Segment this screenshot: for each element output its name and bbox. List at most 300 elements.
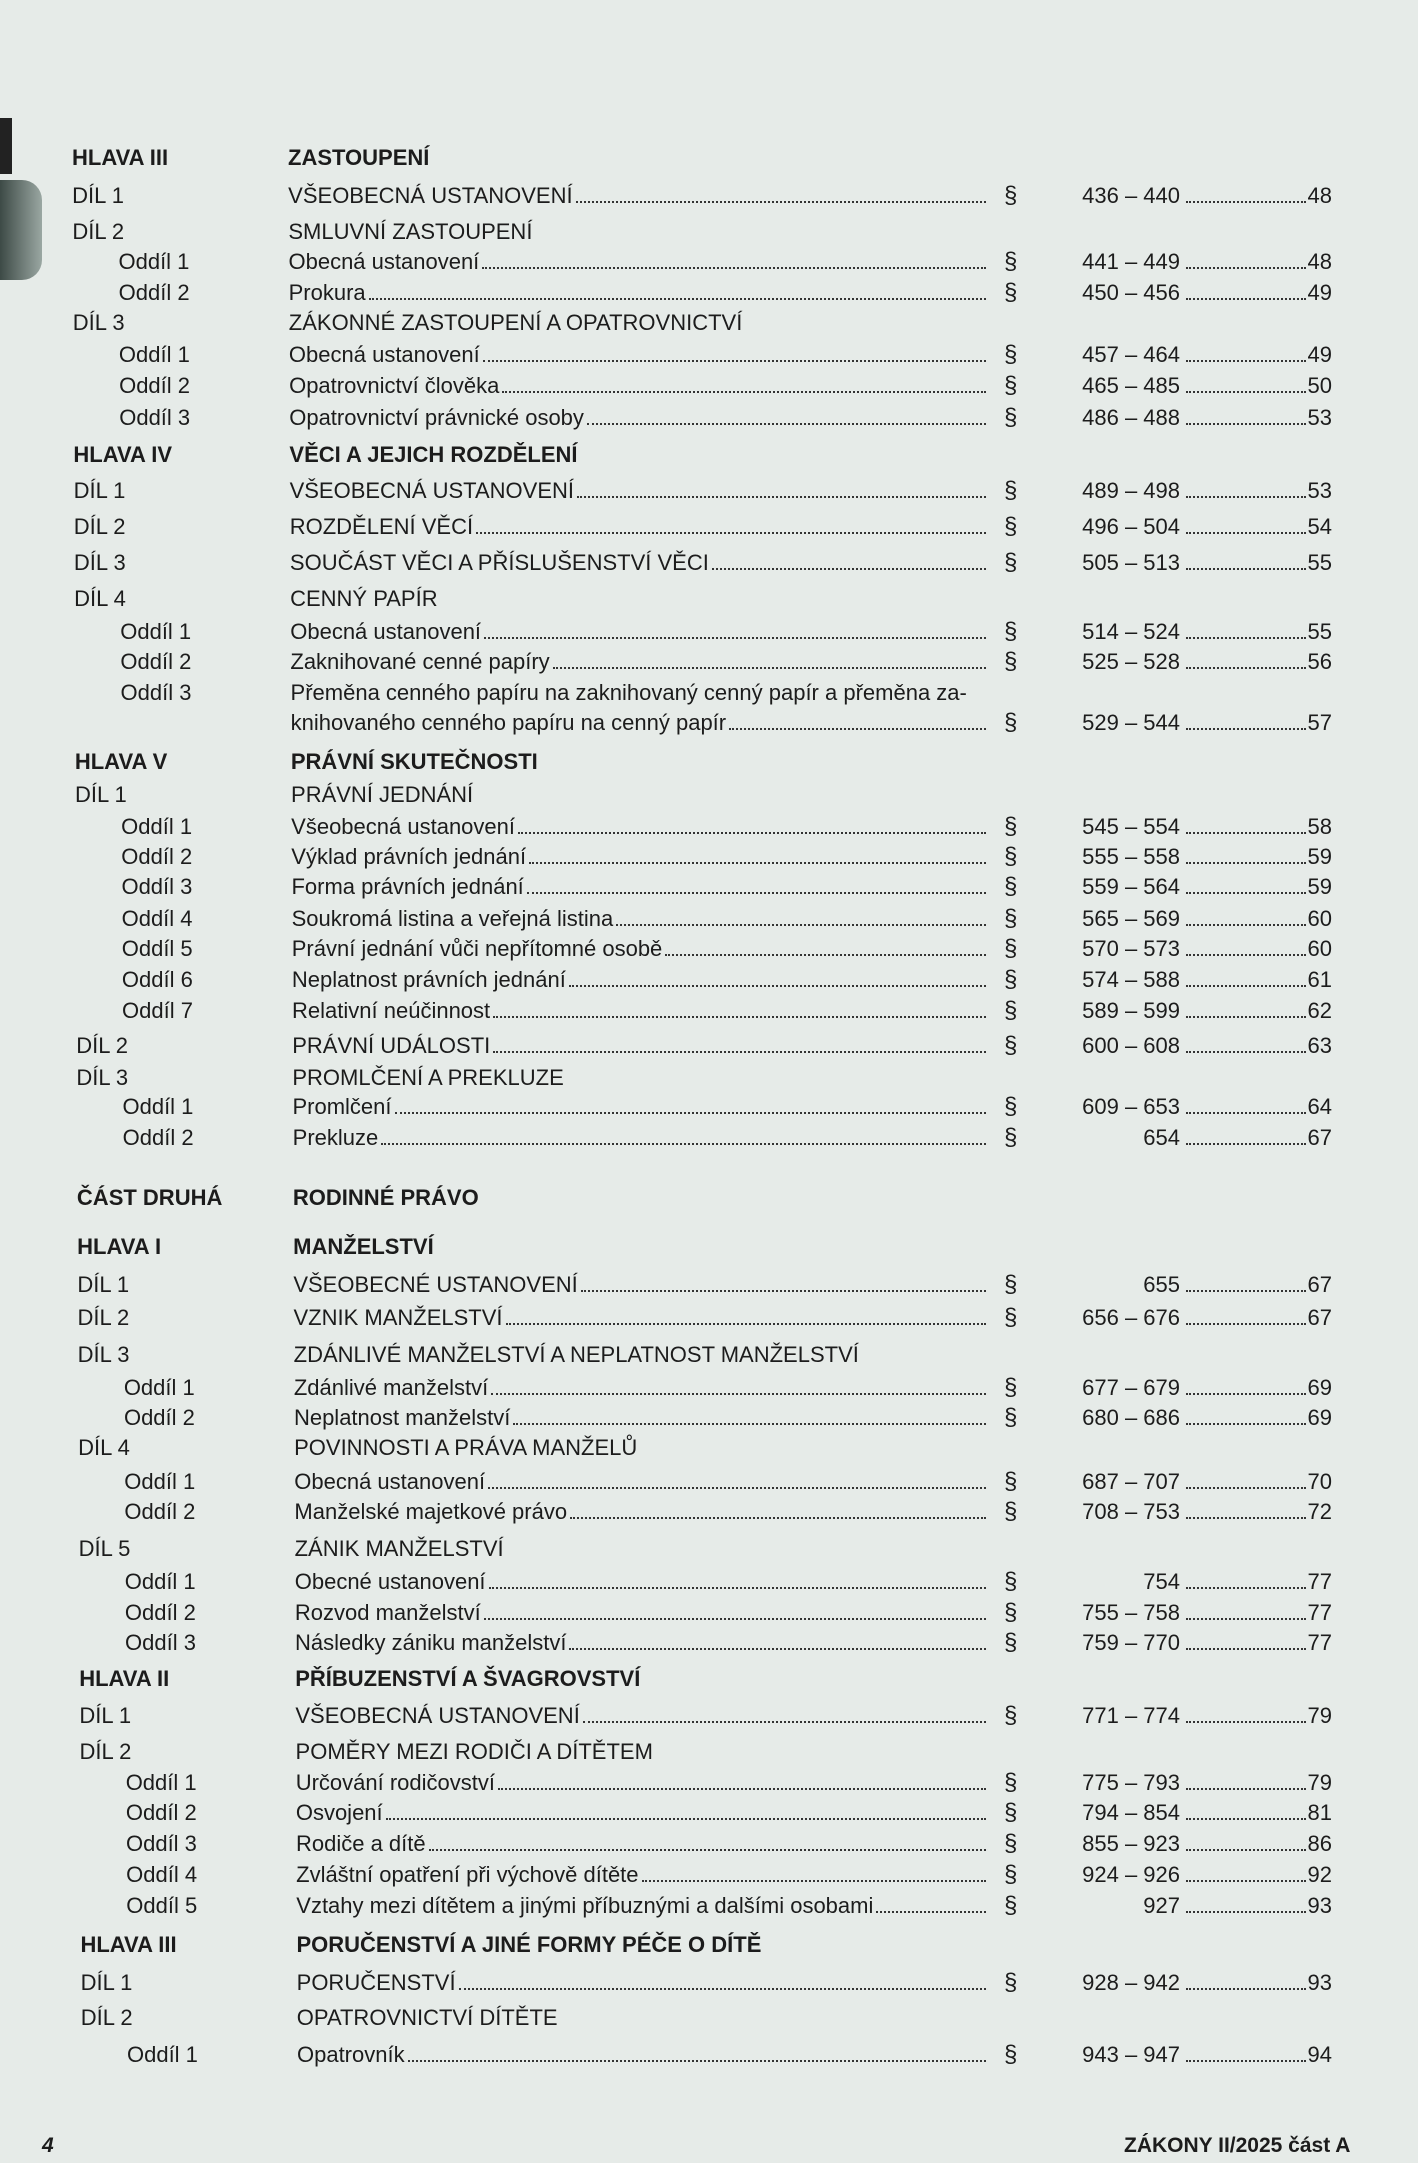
toc-title-text: Zaknihované cenné papíry	[290, 649, 550, 674]
toc-title	[295, 1627, 990, 1659]
page-ref	[1186, 2039, 1332, 2071]
page-number-ref: 62	[1307, 998, 1332, 1023]
toc-title: ZÁNIK MANŽELSTVÍ	[294, 1536, 504, 1561]
toc-row	[0, 1030, 1418, 1062]
page-ref	[1186, 707, 1332, 739]
page-number-ref: 77	[1307, 1630, 1332, 1655]
page-number-ref: 63	[1307, 1033, 1332, 1058]
paragraph-range: 654	[1143, 1125, 1180, 1150]
page-number-ref: 67	[1307, 1272, 1332, 1297]
dot-leader	[529, 862, 986, 864]
toc-title	[296, 1797, 990, 1829]
section-sign: §	[1004, 843, 1018, 870]
dot-leader	[1186, 391, 1306, 393]
paragraph-range: 465 – 485	[1082, 373, 1180, 398]
page-number-ref: 81	[1307, 1800, 1332, 1825]
page-number-ref: 69	[1307, 1405, 1332, 1430]
dot-leader	[1186, 985, 1306, 987]
page-ref	[1186, 370, 1332, 402]
toc-title	[295, 1597, 990, 1629]
toc-title	[291, 871, 990, 903]
paragraph-range: 441 – 449	[1082, 249, 1180, 274]
toc-label: Oddíl 5	[126, 1893, 198, 1918]
toc-row	[0, 1597, 1418, 1629]
toc-label: Oddíl 3	[119, 405, 191, 430]
dot-leader	[1186, 568, 1306, 570]
toc-title	[289, 339, 990, 371]
toc-label: Oddíl 3	[120, 680, 192, 705]
toc-title-text: Forma právních jednání	[291, 874, 524, 899]
paragraph-range: 505 – 513	[1082, 550, 1180, 575]
toc-title: POVINNOSTI A PRÁVA MANŽELŮ	[294, 1435, 638, 1460]
dot-leader	[1186, 1880, 1306, 1882]
dot-leader	[1186, 1143, 1306, 1145]
page-number-ref: 57	[1307, 710, 1332, 735]
toc-title-text: Obecná ustanovení	[288, 249, 480, 274]
toc-title-text: Obecná ustanovení	[288, 342, 480, 367]
section-sign: §	[1004, 813, 1018, 840]
toc-row	[0, 2039, 1418, 2071]
toc-row	[0, 871, 1418, 903]
toc-label: DÍL 5	[78, 1536, 131, 1561]
toc-label: Oddíl 7	[122, 998, 193, 1023]
dot-leader	[729, 728, 986, 730]
page-number-ref: 92	[1307, 1862, 1332, 1887]
dot-leader	[1186, 1517, 1306, 1519]
toc-title-text: VŠEOBECNÁ USTANOVENÍ	[288, 183, 573, 208]
toc-row	[0, 746, 1418, 778]
section-sign: §	[1004, 1830, 1018, 1857]
toc-label: Oddíl 3	[125, 1831, 197, 1856]
toc-label: HLAVA III	[72, 145, 169, 170]
toc-title	[292, 1030, 990, 1062]
toc-title-text: Neplatnost manželství	[293, 1405, 511, 1430]
section-sign: §	[1004, 513, 1018, 540]
toc-row	[0, 1402, 1418, 1434]
paragraph-range: 450 – 456	[1082, 280, 1180, 305]
toc-title: SMLUVNÍ ZASTOUPENÍ	[288, 219, 533, 244]
dot-leader	[570, 1517, 986, 1519]
toc-label: Oddíl 1	[118, 249, 190, 274]
toc-label: Oddíl 4	[126, 1862, 198, 1887]
toc-title-text: Prekluze	[292, 1125, 379, 1150]
toc-title	[288, 246, 990, 278]
dot-leader	[429, 1849, 986, 1851]
paragraph-range: 759 – 770	[1082, 1630, 1180, 1655]
section-sign: §	[1004, 279, 1018, 306]
section-sign: §	[1004, 1702, 1018, 1729]
toc-label: DÍL 1	[77, 1272, 130, 1297]
page-ref	[1186, 1122, 1332, 1154]
toc-row	[0, 216, 1418, 248]
toc-title-text: PRÁVNÍ UDÁLOSTI	[292, 1033, 491, 1058]
section-sign: §	[1004, 2041, 1018, 2068]
page-ref	[1186, 1030, 1332, 1062]
dot-leader	[488, 1487, 986, 1489]
toc-title	[290, 616, 990, 648]
dot-leader	[476, 532, 986, 534]
toc-title-text: Neplatnost právních jednání	[291, 967, 566, 992]
toc-title-text: VZNIK MANŽELSTVÍ	[293, 1305, 503, 1330]
page-ref	[1186, 1466, 1332, 1498]
toc-row	[0, 1496, 1418, 1528]
dot-leader	[1186, 1988, 1306, 1990]
toc-title	[291, 841, 990, 873]
page-ref	[1186, 646, 1332, 678]
toc-title	[290, 475, 990, 507]
paragraph-range: 529 – 544	[1082, 710, 1180, 735]
toc-title-text: VŠEOBECNÉ USTANOVENÍ	[293, 1272, 578, 1297]
toc-row	[0, 779, 1418, 811]
toc-row	[0, 646, 1418, 678]
section-sign: §	[1004, 997, 1018, 1024]
toc-label: DÍL 3	[77, 1342, 130, 1367]
dot-leader	[369, 298, 986, 300]
toc-row	[0, 1091, 1418, 1123]
toc-title-text: Obecná ustanovení	[290, 619, 482, 644]
dot-leader	[513, 1423, 986, 1425]
page-ref	[1186, 511, 1332, 543]
toc-title: POMĚRY MEZI RODIČI A DÍTĚTEM	[295, 1739, 653, 1764]
dot-leader	[1186, 1721, 1306, 1723]
toc-title: CENNÝ PAPÍR	[290, 586, 438, 611]
section-sign: §	[1004, 1032, 1018, 1059]
section-sign: §	[1004, 1969, 1018, 1996]
toc-title	[295, 1566, 990, 1598]
paragraph-range: 755 – 758	[1082, 1600, 1180, 1625]
page-ref	[1186, 995, 1332, 1027]
dot-leader	[1186, 667, 1306, 669]
toc-title	[290, 547, 990, 579]
toc-row	[0, 142, 1418, 174]
paragraph-range: 457 – 464	[1082, 342, 1180, 367]
page-number-ref: 60	[1307, 906, 1332, 931]
paragraph-range: 677 – 679	[1082, 1375, 1180, 1400]
toc-row	[0, 439, 1418, 471]
paragraph-range: 525 – 528	[1082, 649, 1180, 674]
paragraph-range: 486 – 488	[1082, 405, 1180, 430]
toc-title-text: Vztahy mezi dítětem a jinými příbuznými a dalšími osobami	[296, 1893, 874, 1918]
toc-title-text: Obecná ustanovení	[294, 1469, 486, 1494]
page-number-ref: 79	[1307, 1703, 1332, 1728]
toc-title-text: Obecné ustanovení	[294, 1569, 486, 1594]
dot-leader	[498, 1788, 986, 1790]
page-ref	[1186, 1372, 1332, 1404]
toc-row	[0, 511, 1418, 543]
dot-leader	[506, 1323, 986, 1325]
toc-label: Oddíl 2	[122, 1125, 194, 1150]
toc-row	[0, 2002, 1418, 2034]
dot-leader	[1186, 2060, 1306, 2062]
toc-title-text: Všeobecná ustanovení	[291, 814, 515, 839]
toc-title	[294, 1372, 990, 1404]
dot-leader	[1186, 1051, 1306, 1053]
toc-label: DÍL 1	[80, 1970, 133, 1995]
toc-title-text: Výklad právních jednání	[291, 844, 527, 869]
dot-leader	[642, 1880, 986, 1882]
page-ref	[1186, 933, 1332, 965]
toc-label: DÍL 1	[73, 478, 126, 503]
section-sign: §	[1004, 1498, 1018, 1525]
dot-leader	[1186, 1911, 1306, 1913]
toc-row	[0, 1566, 1418, 1598]
dot-leader	[1186, 1818, 1306, 1820]
toc-label: Oddíl 2	[120, 649, 192, 674]
dot-leader	[1186, 954, 1306, 956]
paragraph-range: 565 – 569	[1082, 906, 1180, 931]
toc-title	[296, 1828, 990, 1860]
toc-title	[295, 1700, 990, 1732]
toc-title-text: VŠEOBECNÁ USTANOVENÍ	[295, 1703, 580, 1728]
section-sign: §	[1004, 182, 1018, 209]
toc-title	[292, 933, 990, 965]
dot-leader	[484, 1618, 986, 1620]
paragraph-range: 680 – 686	[1082, 1405, 1180, 1430]
section-sign: §	[1004, 1468, 1018, 1495]
toc-label: DÍL 2	[77, 1305, 130, 1330]
dot-leader	[1186, 201, 1306, 203]
dot-leader	[489, 1587, 986, 1589]
section-sign: §	[1004, 1892, 1018, 1919]
page-ref	[1186, 1627, 1332, 1659]
toc-row	[0, 1767, 1418, 1799]
page-number-ref: 54	[1307, 514, 1332, 539]
toc-label: Oddíl 1	[124, 1569, 196, 1594]
toc-label: ČÁST DRUHÁ	[76, 1185, 223, 1210]
dot-leader	[569, 1648, 986, 1650]
toc-title	[289, 277, 990, 309]
toc-title-text: Rodiče a dítě	[295, 1831, 426, 1856]
toc-title	[293, 1122, 990, 1154]
page-number-ref: 77	[1307, 1600, 1332, 1625]
page-number-ref: 77	[1307, 1569, 1332, 1594]
paragraph-range: 794 – 854	[1082, 1800, 1180, 1825]
toc-row	[0, 1302, 1418, 1334]
section-sign: §	[1004, 1374, 1018, 1401]
dot-leader	[1186, 423, 1306, 425]
page-ref	[1186, 339, 1332, 371]
toc-label: HLAVA IV	[73, 442, 172, 467]
dot-leader	[1186, 862, 1306, 864]
toc-title	[293, 1269, 990, 1301]
toc-row	[0, 1663, 1418, 1695]
toc-row	[0, 1929, 1418, 1961]
toc-title	[296, 1859, 990, 1891]
page-ref	[1186, 1597, 1332, 1629]
dot-leader	[1186, 832, 1306, 834]
toc-row	[0, 964, 1418, 996]
toc-row	[0, 583, 1418, 615]
page-ref	[1186, 246, 1332, 278]
section-sign: §	[1004, 549, 1018, 576]
toc-row	[0, 707, 1418, 739]
page-ref	[1186, 1269, 1332, 1301]
toc-row	[0, 933, 1418, 965]
toc-label: HLAVA I	[77, 1234, 162, 1259]
page-ref	[1186, 1767, 1332, 1799]
dot-leader	[1186, 1849, 1306, 1851]
paragraph-range: 771 – 774	[1082, 1703, 1180, 1728]
toc-title-text: Opatrovnictví člověka	[289, 373, 500, 398]
paragraph-range: 574 – 588	[1082, 967, 1180, 992]
toc-title-text: Manželské majetkové právo	[294, 1499, 568, 1524]
toc-row	[0, 1736, 1418, 1768]
paragraph-range: 555 – 558	[1082, 844, 1180, 869]
toc-row	[0, 1231, 1418, 1263]
dot-leader	[493, 1051, 986, 1053]
dot-leader	[1186, 1618, 1306, 1620]
page-number-ref: 59	[1307, 874, 1332, 899]
toc-title-text: VŠEOBECNÁ USTANOVENÍ	[289, 478, 574, 503]
page-ref	[1186, 1566, 1332, 1598]
toc-title: RODINNÉ PRÁVO	[292, 1185, 479, 1210]
page-number-ref: 55	[1307, 550, 1332, 575]
toc-title	[294, 1466, 990, 1498]
toc-label: Oddíl 1	[125, 1770, 197, 1795]
section-sign: §	[1004, 966, 1018, 993]
page-ref	[1186, 1890, 1332, 1922]
toc-label: DÍL 3	[76, 1065, 129, 1090]
paragraph-range: 855 – 923	[1082, 1831, 1180, 1856]
dot-leader	[381, 1143, 986, 1145]
toc-row	[0, 246, 1418, 278]
page-ref	[1186, 871, 1332, 903]
toc-title-text: SOUČÁST VĚCI A PŘÍSLUŠENSTVÍ VĚCI	[289, 550, 709, 575]
dot-leader	[386, 1818, 986, 1820]
section-sign: §	[1004, 873, 1018, 900]
toc-row	[0, 1339, 1418, 1371]
toc-title-text: PORUČENSTVÍ	[296, 1970, 456, 1995]
dot-leader	[1186, 924, 1306, 926]
section-sign: §	[1004, 1568, 1018, 1595]
toc-title	[289, 370, 990, 402]
toc-row	[0, 1182, 1418, 1214]
dot-leader	[1186, 637, 1306, 639]
toc-row	[0, 180, 1418, 212]
page-ref	[1186, 180, 1332, 212]
section-sign: §	[1004, 372, 1018, 399]
toc-label: Oddíl 6	[121, 967, 193, 992]
page-number-ref: 55	[1307, 619, 1332, 644]
page-number: 4	[42, 2134, 54, 2157]
toc-title	[292, 903, 990, 935]
page-ref	[1186, 616, 1332, 648]
toc-label: Oddíl 2	[119, 373, 191, 398]
toc-title: VĚCI A JEJICH ROZDĚLENÍ	[289, 442, 578, 467]
dot-leader	[583, 1721, 986, 1723]
toc-row	[0, 811, 1418, 843]
toc-label: DÍL 2	[79, 1739, 132, 1764]
toc-label: Oddíl 1	[120, 619, 192, 644]
toc-label: Oddíl 1	[121, 814, 193, 839]
dot-leader	[1186, 1788, 1306, 1790]
toc-row	[0, 616, 1418, 648]
paragraph-range: 496 – 504	[1082, 514, 1180, 539]
toc-label: DÍL 2	[76, 1033, 128, 1058]
toc-title: MANŽELSTVÍ	[293, 1234, 434, 1259]
toc-title	[296, 1890, 990, 1922]
page-number-ref: 60	[1307, 936, 1332, 961]
section-sign: §	[1004, 248, 1018, 275]
dot-leader	[581, 1290, 986, 1292]
dot-leader	[616, 924, 986, 926]
dot-leader	[1186, 1487, 1306, 1489]
toc-label: Oddíl 2	[123, 1405, 195, 1430]
dot-leader	[665, 954, 986, 956]
toc-row	[0, 1269, 1418, 1301]
page-ref	[1186, 1859, 1332, 1891]
toc-title: ZÁKONNÉ ZASTOUPENÍ A OPATROVNICTVÍ	[288, 310, 743, 335]
page-ref	[1186, 1700, 1332, 1732]
dot-leader	[1186, 1323, 1306, 1325]
toc-title-text: Prokura	[288, 280, 366, 305]
dot-leader	[502, 391, 986, 393]
toc-title: ZDÁNLIVÉ MANŽELSTVÍ A NEPLATNOST MANŽELSTVÍ	[293, 1342, 859, 1367]
publication-issue: ZÁKONY II/2025 část A	[1124, 2134, 1351, 2157]
page-number-ref: 93	[1307, 1893, 1332, 1918]
toc-title	[291, 707, 990, 739]
toc-label: DÍL 1	[72, 183, 124, 208]
page-number-ref: 53	[1307, 478, 1332, 503]
toc-row	[0, 995, 1418, 1027]
dot-leader	[876, 1911, 986, 1913]
paragraph-range: 708 – 753	[1082, 1499, 1180, 1524]
page-number-ref: 48	[1307, 183, 1332, 208]
page-number-ref: 86	[1307, 1831, 1332, 1856]
page-number-ref: 67	[1307, 1305, 1332, 1330]
toc-title	[288, 180, 990, 212]
dot-leader	[493, 1016, 986, 1018]
paragraph-range: 754	[1143, 1569, 1180, 1594]
toc-row	[0, 677, 1418, 709]
toc-title-text: Následky zániku manželství	[295, 1630, 567, 1655]
section-sign: §	[1004, 1124, 1018, 1151]
section-sign: §	[1004, 905, 1018, 932]
toc-label: DÍL 1	[79, 1703, 132, 1728]
toc-label: Oddíl 1	[123, 1375, 195, 1400]
page-number-ref: 58	[1307, 814, 1332, 839]
toc-label: HLAVA II	[79, 1666, 170, 1691]
dot-leader	[577, 496, 986, 498]
dot-leader	[1186, 728, 1306, 730]
dot-leader	[1186, 1587, 1306, 1589]
toc-row	[0, 370, 1418, 402]
toc-title	[290, 646, 990, 678]
paragraph-range: 656 – 676	[1082, 1305, 1180, 1330]
page-number-ref: 69	[1307, 1375, 1332, 1400]
toc-title: OPATROVNICTVÍ DÍTĚTE	[296, 2005, 558, 2030]
dot-leader	[491, 1393, 986, 1395]
toc-label: Oddíl 1	[124, 1469, 196, 1494]
paragraph-range: 545 – 554	[1082, 814, 1180, 839]
dot-leader	[459, 1988, 986, 1990]
toc-row	[0, 339, 1418, 371]
toc-row	[0, 547, 1418, 579]
toc-label: Oddíl 1	[122, 1094, 194, 1119]
toc-title	[292, 964, 990, 996]
section-sign: §	[1004, 1629, 1018, 1656]
toc-label: DÍL 2	[73, 514, 126, 539]
page-number-ref: 56	[1307, 649, 1332, 674]
section-sign: §	[1004, 1799, 1018, 1826]
page-ref	[1186, 841, 1332, 873]
page-number-ref: 53	[1307, 405, 1332, 430]
dot-leader	[1186, 360, 1306, 362]
dot-leader	[395, 1112, 986, 1114]
toc-label: DÍL 4	[78, 1435, 130, 1460]
toc-title	[290, 511, 990, 543]
dot-leader	[1186, 1648, 1306, 1650]
